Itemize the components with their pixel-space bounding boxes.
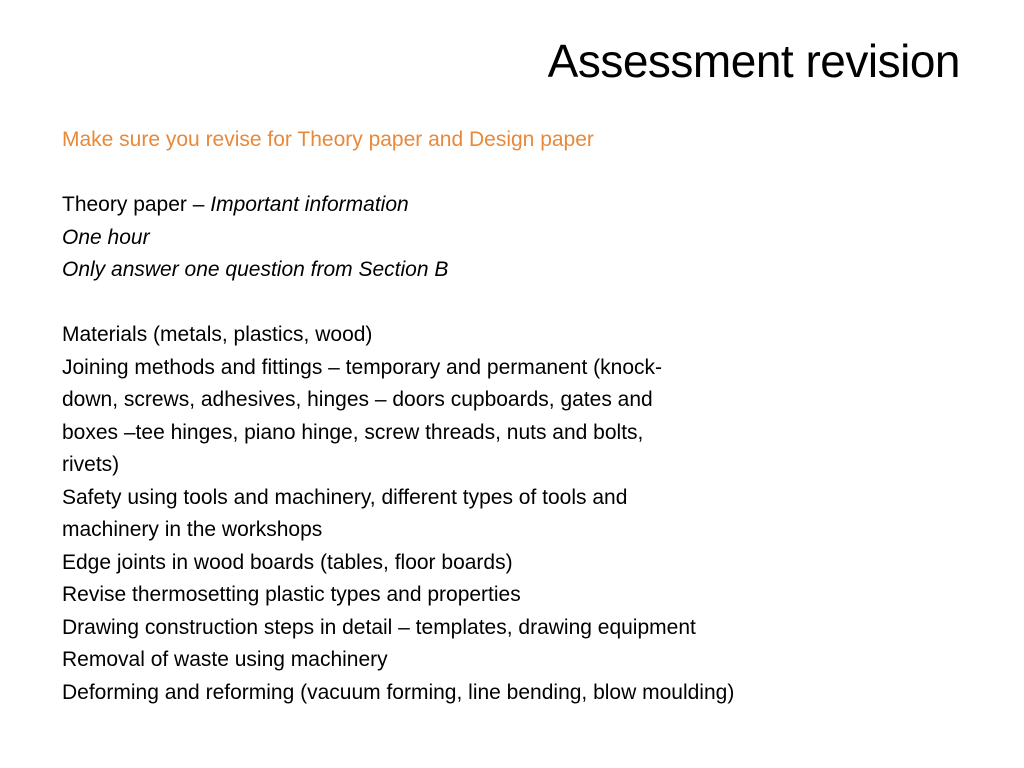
theory-paper-line — [62, 189, 942, 222]
topic-line: Drawing construction steps in detail – templates, drawing equipment — [62, 615, 696, 639]
spacer — [62, 287, 942, 320]
revision-subheading: Make sure you revise for Theory paper and Design paper — [62, 128, 594, 151]
topic-line: Materials (metals, plastics, wood) — [62, 323, 373, 346]
exam-duration: One hour — [62, 225, 150, 249]
topic-line: boxes –tee hinges, piano hinge, screw threads, nuts and bolts, — [62, 420, 644, 444]
topic-line: rivets) — [62, 453, 120, 476]
spacer — [62, 157, 942, 190]
exam-instruction: Only answer one question from Section B — [62, 258, 449, 281]
topic-line: Deforming and reforming (vacuum forming, line bending, blow moulding) — [62, 680, 735, 704]
topic-line: Joining methods and fittings – temporary and permanent (knock- — [62, 355, 662, 379]
theory-paper-note: Important information — [210, 193, 409, 216]
topic-line: down, screws, adhesives, hinges – doors cupboards, gates and — [62, 388, 653, 411]
slide-title: Assessment revision — [547, 35, 960, 87]
topic-line: Revise thermosetting plastic types and properties — [62, 583, 521, 606]
slide-body — [62, 124, 942, 709]
topic-line: machinery in the workshops — [62, 518, 323, 541]
topic-line: Removal of waste using machinery — [62, 648, 388, 671]
topic-line: Edge joints in wood boards (tables, floor boards) — [62, 550, 513, 574]
theory-paper-label: Theory paper – — [62, 193, 211, 216]
topic-line: Safety using tools and machinery, different types of tools and — [62, 485, 628, 509]
